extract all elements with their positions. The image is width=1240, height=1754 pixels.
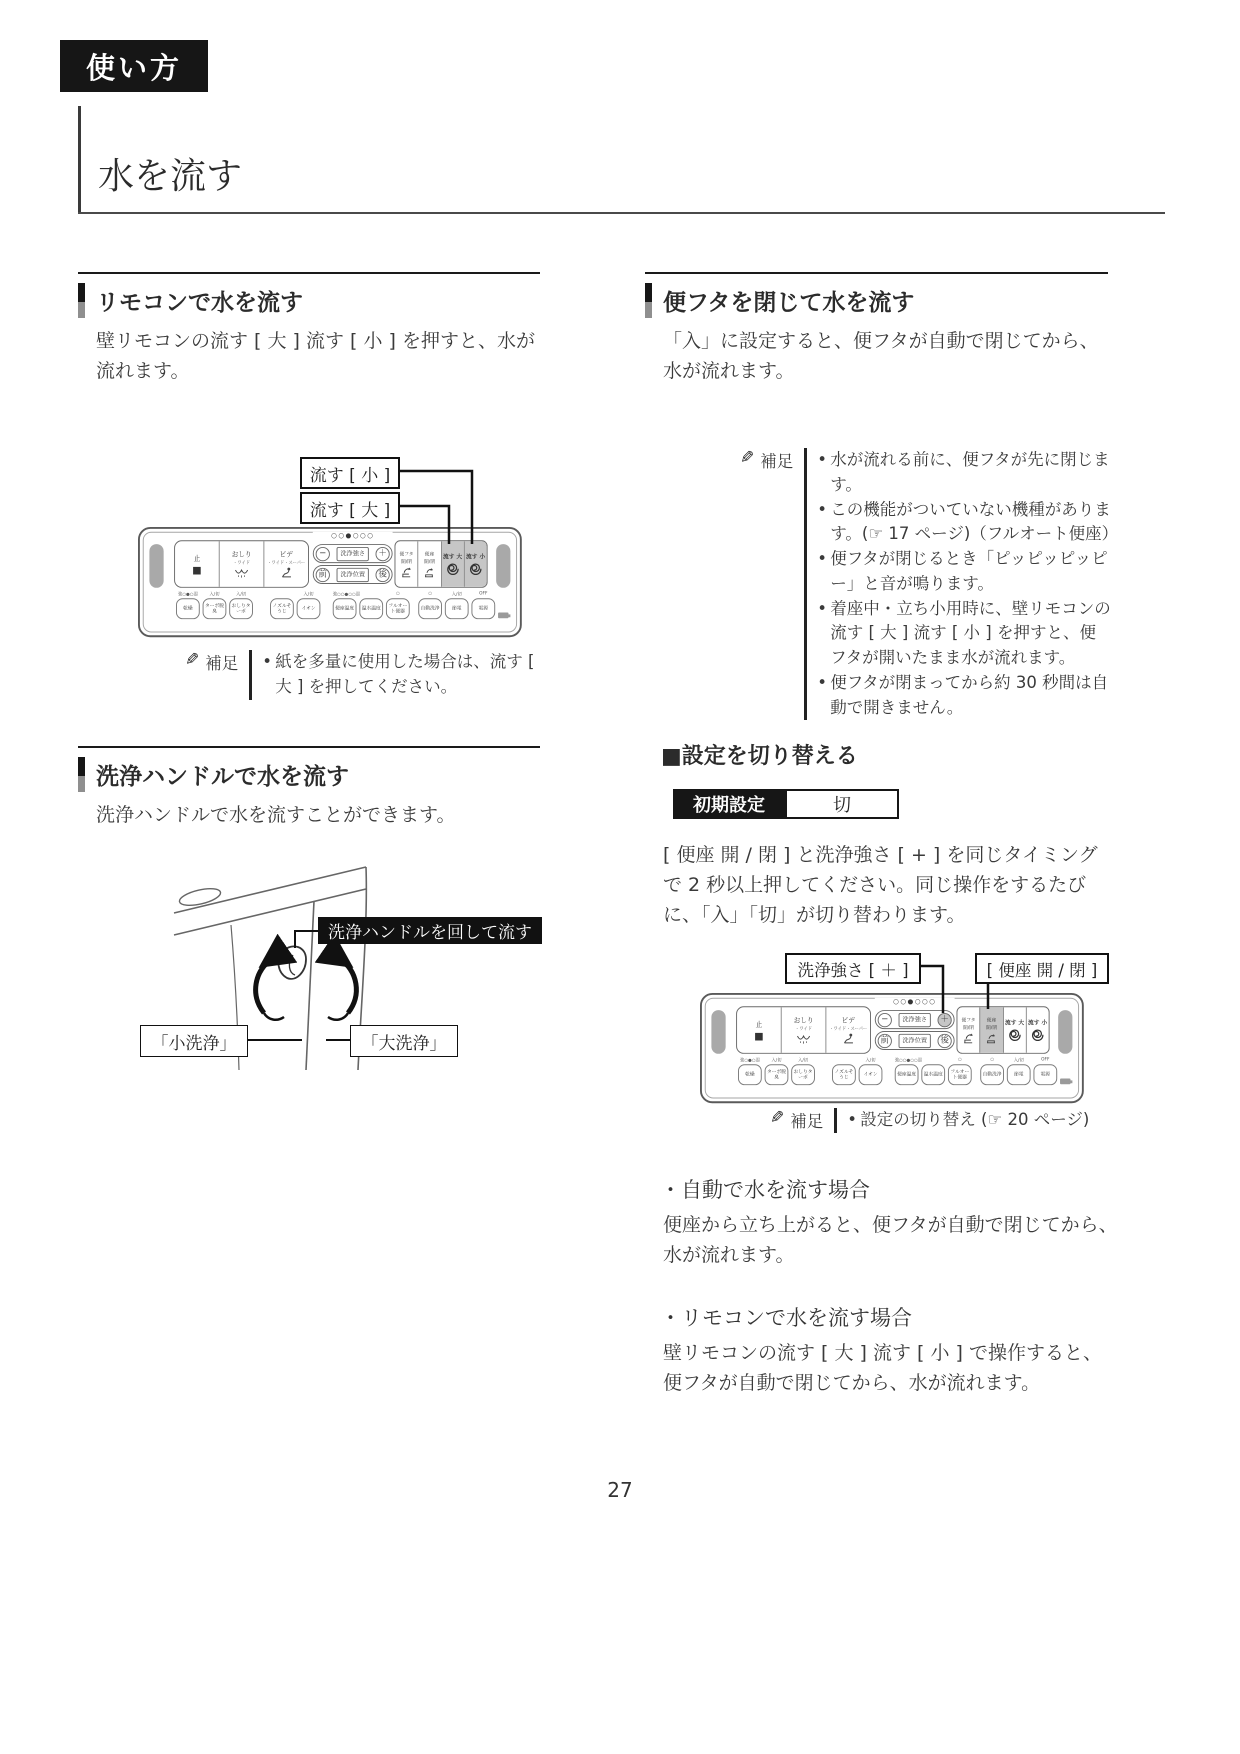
small-button: イオン (297, 598, 321, 619)
small-button-mode-label: ○ (428, 591, 432, 597)
remote-part: 流す 大 (443, 553, 463, 560)
small-button-mode-label: 強○●○弱 (740, 1058, 760, 1064)
small-button: おしりターボ (229, 598, 253, 619)
remote-part: ・ワイド (795, 1026, 813, 1032)
note-label: 補足 (205, 654, 239, 673)
remote-part: 開/閉 (400, 558, 413, 565)
section-heading-bar (78, 757, 85, 792)
setting-remote-diagram (645, 945, 1110, 1115)
remote-part: ビデ (841, 1016, 855, 1025)
pencil-icon: ✎ (740, 448, 755, 468)
strength-plus-button: ＋ (938, 1012, 952, 1026)
strength-minus-button: − (878, 1012, 892, 1026)
remote-part: 便フタ (961, 1017, 976, 1023)
note-body (804, 448, 1119, 720)
note-item: • 便フタが閉まってから約 30 秒間は自動で開きません。 (817, 671, 1112, 721)
section-heading-bar (78, 283, 85, 318)
flush-small-label: 流す [ 小 ] (300, 457, 400, 489)
small-button-mode-label: ○ (395, 591, 400, 597)
remote-part: 流す 小 (1028, 1019, 1048, 1026)
title-rule (78, 212, 1165, 214)
position-back-button: 後 (376, 567, 390, 581)
small-button: ターボ脱臭 (765, 1064, 789, 1085)
note-item: • この機能がついていない機種があります。(☞ 17 ページ)（フルオート便座） (817, 498, 1112, 548)
chapter-badge: 使い方 (60, 40, 208, 92)
small-button: 便座温度 (333, 598, 357, 619)
strength-plus-label: 洗浄強さ [ ＋ ] (785, 953, 921, 984)
remote-part: 流す 小 (466, 553, 486, 560)
small-button-mode-label: 入/切 (798, 1058, 809, 1064)
note-block (740, 448, 1119, 720)
small-button: 便座温度 (895, 1064, 919, 1085)
auto-flush-heading: ・自動で水を流す場合 (660, 1178, 870, 1202)
remote-part: 洗浄強さ (337, 546, 369, 560)
remote-part: 洗浄強さ (899, 1012, 931, 1026)
remote-part: おしり (793, 1016, 814, 1024)
remote-part: 止 (193, 554, 201, 563)
small-button: フルオート便器 (948, 1064, 972, 1085)
small-button: 自動洗浄 (418, 598, 442, 619)
remote-part: 開/閉 (985, 1024, 998, 1031)
small-button-mode-label: 入/切 (771, 1058, 782, 1064)
page-title: 水を流す (98, 156, 243, 197)
flush-big-label: 流す [ 大 ] (300, 492, 400, 524)
section-heading-bar (645, 283, 652, 318)
note-item: • 紙を多量に使用した場合は、流す [ 大 ] を押してください。 (262, 650, 545, 700)
small-button: 乾燥 (176, 598, 200, 619)
small-button: ノズルそうじ (832, 1064, 856, 1085)
remote-part: ・ワイド (233, 560, 251, 566)
position-front-button: 前 (878, 1033, 892, 1047)
remote-part: ・ワイド・スーパー (267, 561, 306, 566)
small-button: 節電 (1007, 1064, 1031, 1085)
small-button: ノズルそうじ (270, 598, 294, 619)
small-flush-label: 「小洗浄」 (140, 1025, 248, 1057)
pencil-icon: ✎ (770, 1108, 785, 1128)
remote-part: 洗浄位置 (337, 567, 369, 581)
flush-handle-diagram (78, 855, 540, 1070)
small-button-mode-label: 強○○●○○弱 (332, 592, 360, 598)
indicator-dots: ○○●○○○ (331, 531, 375, 540)
remote-part: 開/閉 (423, 558, 436, 565)
small-button-mode-label: 強○○●○○弱 (894, 1058, 922, 1064)
small-button: 電源 (471, 598, 495, 619)
section-lid-flush-heading (645, 272, 1108, 317)
section-title: リモコンで水を流す (96, 290, 303, 316)
remote-part: 洗浄位置 (899, 1033, 931, 1047)
section-title: 便フタを閉じて水を流す (663, 290, 915, 316)
remote-flush-body: 壁リモコンの流す [ 大 ] 流す [ 小 ] で操作すると、便フタが自動で閉じてから、水が流れます。 (663, 1342, 1102, 1395)
small-button: おしりターボ (791, 1064, 815, 1085)
small-button: ターボ脱臭 (203, 598, 227, 619)
pencil-icon: ✎ (185, 650, 200, 670)
big-flush-label: 「大洗浄」 (350, 1025, 458, 1057)
note-label: 補足 (760, 452, 794, 471)
small-button: 乾燥 (738, 1064, 762, 1085)
section-handle-flush-heading (78, 746, 540, 791)
title-left-bar (78, 106, 81, 212)
small-button-mode-label: OFF (479, 591, 488, 597)
section-remote-flush-body: 壁リモコンの流す [ 大 ] 流す [ 小 ] を押すと、水が流れます。 (96, 330, 535, 383)
note-block (185, 650, 545, 700)
section-title: 洗浄ハンドルで水を流す (96, 764, 349, 790)
note-item: • 水が流れる前に、便フタが先に閉じます。 (817, 448, 1112, 498)
small-button: 温水温度 (921, 1064, 945, 1085)
note-item: • 便フタが閉じるとき「ピッピッピッピー」と音が鳴ります。 (817, 547, 1112, 597)
remote-part: ・ワイド・スーパー (829, 1027, 868, 1032)
small-button-mode-label: 入/切 (236, 592, 247, 598)
small-button-mode-label: 入/切 (303, 592, 314, 598)
small-button: 温水温度 (359, 598, 383, 619)
small-button-mode-label: 入/切 (1013, 1058, 1024, 1064)
small-button-mode-label: OFF (1041, 1057, 1050, 1063)
small-button-mode-label: 入/切 (209, 592, 220, 598)
default-setting-key: 初期設定 (673, 789, 785, 819)
small-button: 自動洗浄 (980, 1064, 1004, 1085)
section-remote-flush-heading (78, 272, 540, 317)
auto-flush-body: 便座から立ち上がると、便フタが自動で閉じてから、水が流れます。 (663, 1214, 1118, 1267)
seat-open-close-label: [ 便座 開 / 閉 ] (975, 953, 1109, 984)
subsection-body: [ 便座 開 / 閉 ] と洗浄強さ [ + ] を同じタイミングで 2 秒以上押してください。同じ操作をするたびに、「入」「切」が切り替わります。 (663, 844, 1098, 927)
remote-part: 便座 (986, 1017, 997, 1023)
small-button-mode-label: 強○●○弱 (178, 592, 198, 598)
note-label: 補足 (790, 1112, 824, 1131)
strength-plus-button: ＋ (376, 546, 390, 560)
subsection-heading: ■設定を切り替える (661, 744, 858, 769)
section-lid-flush-body: 「入」に設定すると、便フタが自動で閉じてから、水が流れます。 (663, 330, 1099, 383)
position-front-button: 前 (316, 567, 330, 581)
note-item: • 設定の切り替え (☞ 20 ページ) (847, 1108, 1089, 1133)
note-body (249, 650, 545, 700)
page-number: 27 (607, 1478, 633, 1502)
remote-part: 流す 大 (1005, 1019, 1025, 1026)
handle-callout: 洗浄ハンドルを回して流す (318, 917, 542, 944)
remote-part: おしり (231, 550, 252, 558)
small-button-mode-label: ○ (990, 1057, 994, 1063)
default-setting-value: 切 (785, 789, 899, 819)
small-button-mode-label: 入/切 (451, 592, 462, 598)
strength-minus-button: − (316, 546, 330, 560)
indicator-dots: ○○●○○○ (893, 997, 937, 1006)
remote-part: 便フタ (399, 551, 414, 557)
small-button: イオン (859, 1064, 883, 1085)
remote-part: 便座 (424, 551, 435, 557)
note-item: • 着座中・立ち小用時に、壁リモコンの流す [ 大 ] 流す [ 小 ] を押すと、便フタが開いたまま水が流れます。 (817, 597, 1112, 671)
small-button: 電源 (1033, 1064, 1057, 1085)
remote-flush-heading: ・リモコンで水を流す場合 (660, 1306, 912, 1330)
default-setting-table (673, 789, 899, 819)
remote-part: ビデ (279, 550, 293, 559)
small-button-mode-label: 入/切 (865, 1058, 876, 1064)
remote-part: 開/閉 (962, 1024, 975, 1031)
remote-part: 止 (755, 1020, 763, 1029)
position-back-button: 後 (938, 1033, 952, 1047)
section-handle-flush-body: 洗浄ハンドルで水を流すことができます。 (96, 804, 456, 826)
small-button: 節電 (445, 598, 469, 619)
small-button-mode-label: ○ (957, 1057, 962, 1063)
small-button: フルオート便器 (386, 598, 410, 619)
wall-remote-diagram (78, 440, 540, 650)
